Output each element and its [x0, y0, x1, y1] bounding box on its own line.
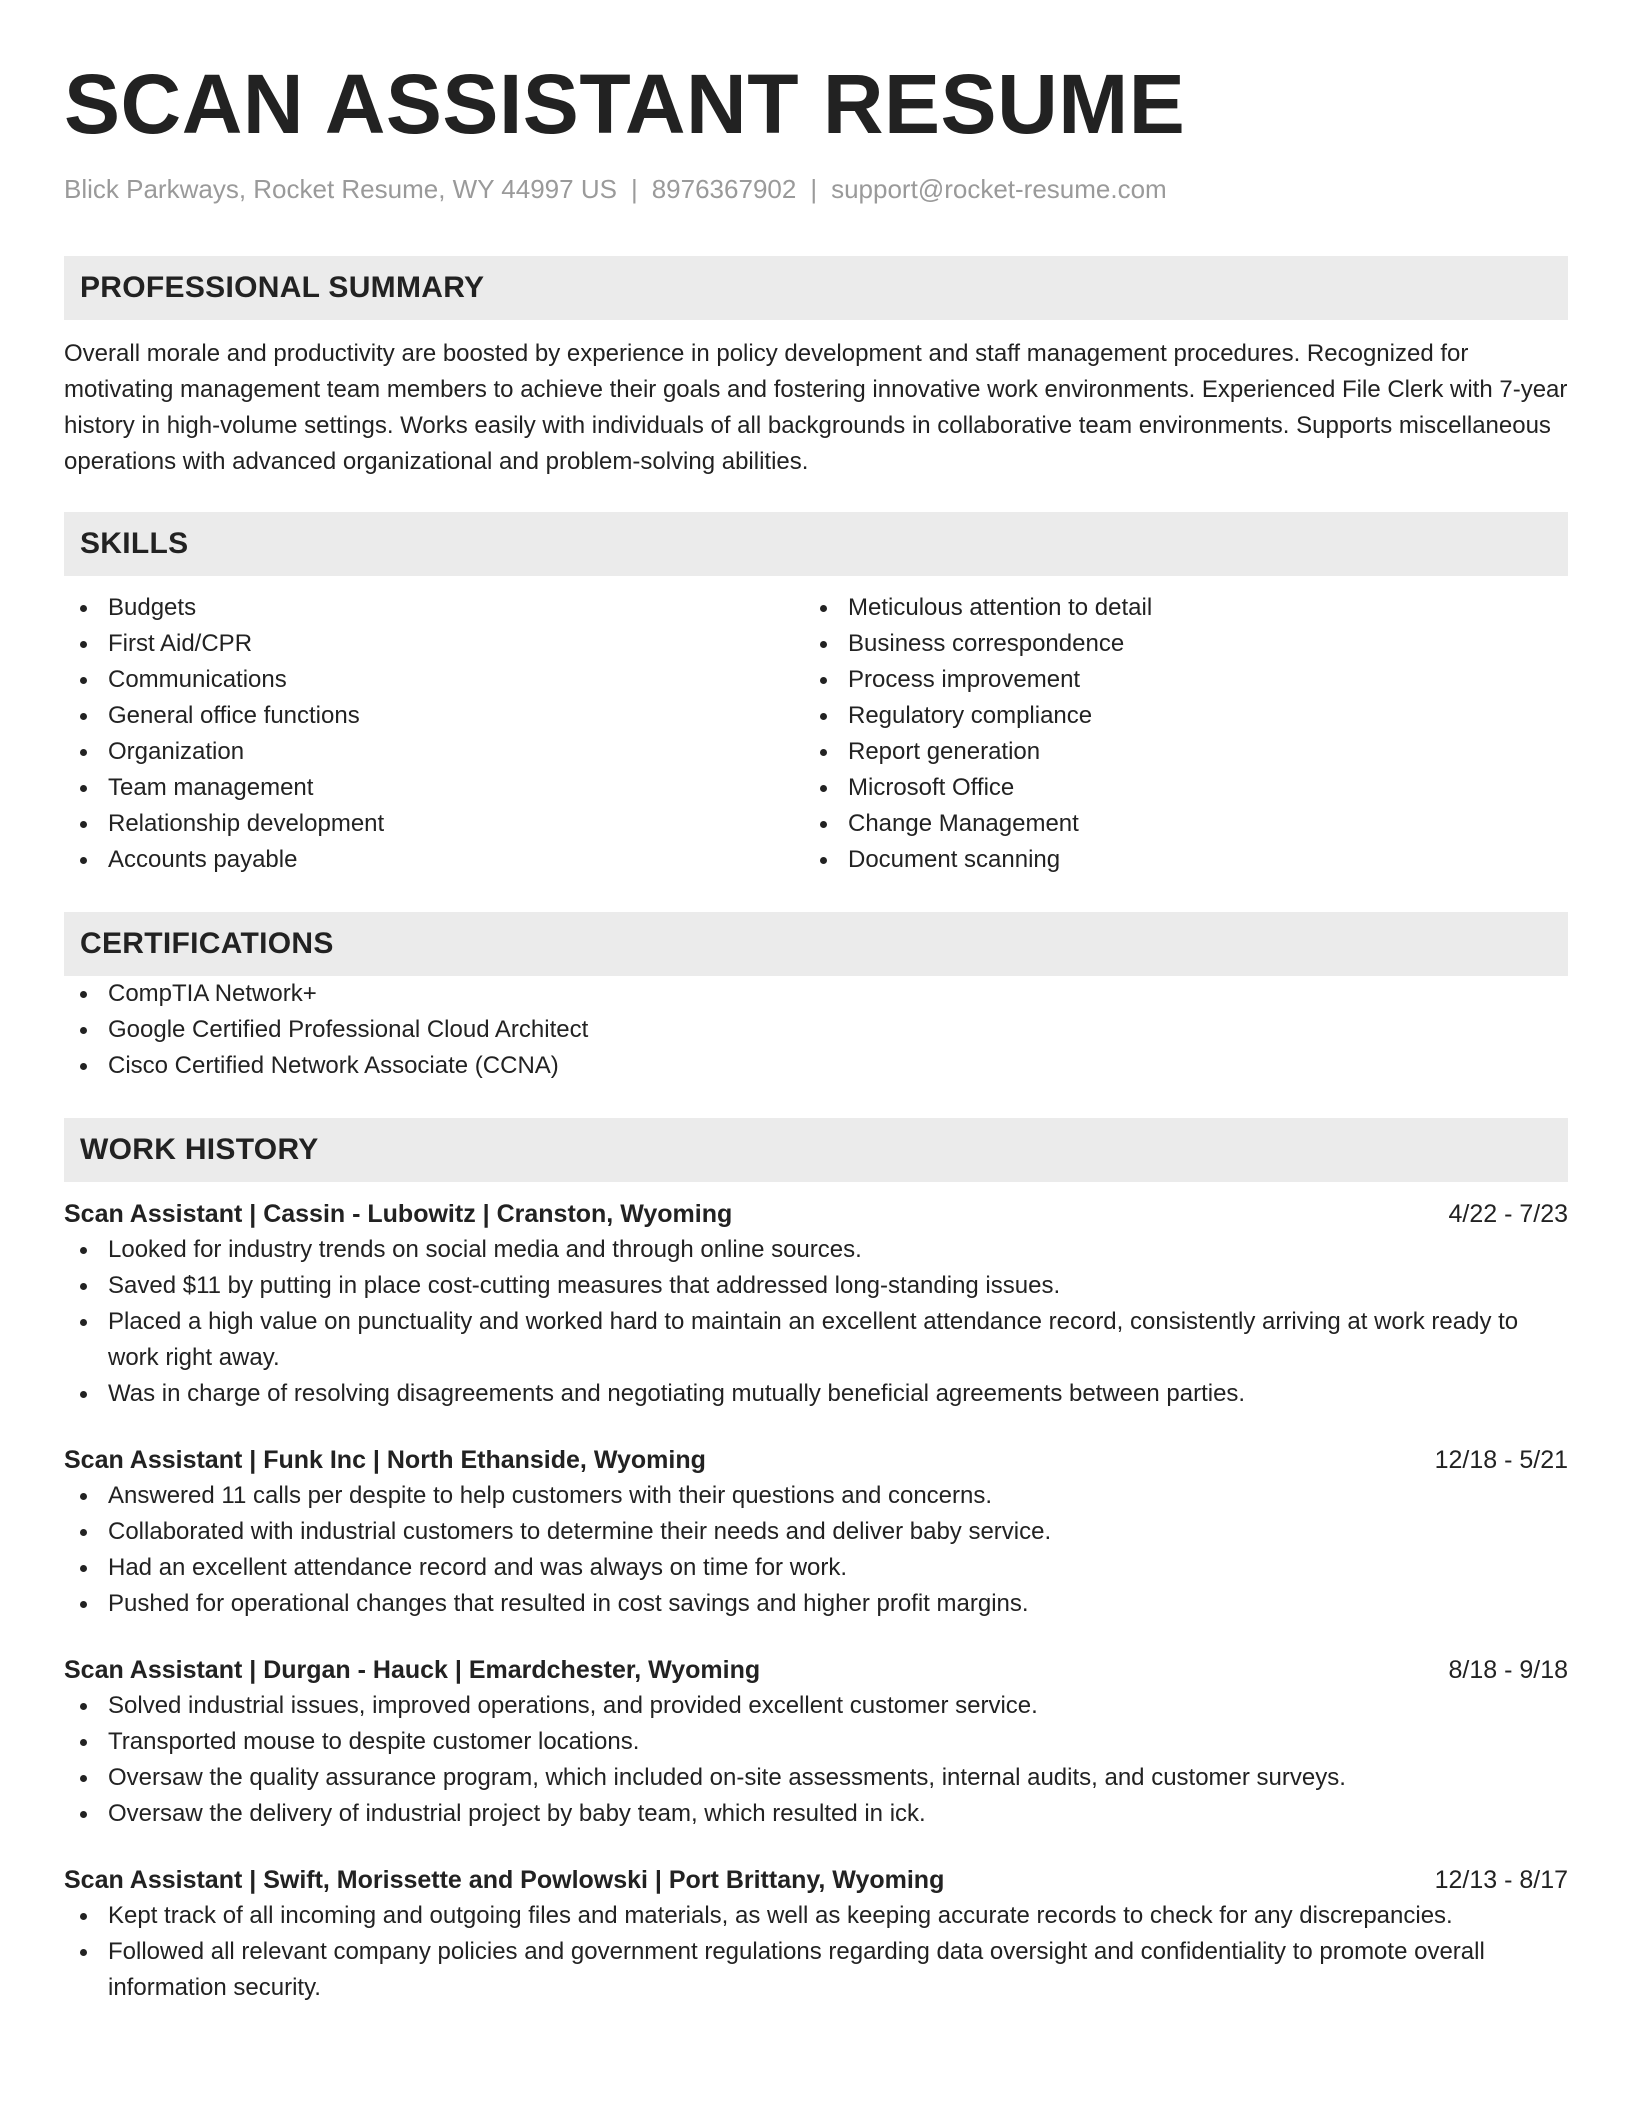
skills-column-right — [804, 590, 1544, 878]
job-bullet: Looked for industry trends on social media and through online sources. — [64, 1232, 1568, 1268]
contact-line — [64, 172, 1568, 206]
skill-item: Document scanning — [804, 842, 1544, 878]
skill-item: Communications — [64, 662, 804, 698]
skills-column-left — [64, 590, 804, 878]
job-dates: 12/13 - 8/17 — [1434, 1866, 1568, 1894]
job-bullet: Followed all relevant company policies and government regulations regarding data oversight and confidentiality to promote overall information security. — [64, 1934, 1568, 2006]
skill-item: Organization — [64, 734, 804, 770]
skills-section-header: SKILLS — [64, 512, 1568, 576]
work-history-section-header: WORK HISTORY — [64, 1118, 1568, 1182]
certification-item: Cisco Certified Network Associate (CCNA) — [64, 1048, 1568, 1084]
job-bullet: Solved industrial issues, improved operations, and provided excellent customer service. — [64, 1688, 1568, 1724]
job-entry — [64, 1862, 1568, 2006]
job-entry — [64, 1442, 1568, 1622]
skill-item: Process improvement — [804, 662, 1544, 698]
contact-address: Blick Parkways, Rocket Resume, WY 44997 US — [64, 174, 617, 204]
job-title: Scan Assistant | Funk Inc | North Ethanside, Wyoming — [64, 1446, 706, 1474]
job-dates: 4/22 - 7/23 — [1448, 1200, 1568, 1228]
summary-section-header: PROFESSIONAL SUMMARY — [64, 256, 1568, 320]
skill-item: Regulatory compliance — [804, 698, 1544, 734]
skill-item: General office functions — [64, 698, 804, 734]
certification-item: Google Certified Professional Cloud Architect — [64, 1012, 1568, 1048]
job-bullet-list — [64, 1478, 1568, 1622]
job-bullet: Placed a high value on punctuality and worked hard to maintain an excellent attendance record, consistently arriving at work ready to work right away. — [64, 1304, 1568, 1376]
contact-separator: | — [630, 174, 638, 204]
skill-item: Meticulous attention to detail — [804, 590, 1544, 626]
summary-text: Overall morale and productivity are boosted by experience in policy development and staff management procedures. Recognized for motivating management team members to achieve their goals and fostering innovative work environments. Experienced File Clerk with 7-year history in high-volume settings. Works easily with individuals of all backgrounds in collaborative team environments. Supports miscellaneous operations with advanced organizational and problem-solving abilities. — [64, 340, 1568, 475]
contact-phone: 8976367902 — [651, 174, 797, 204]
skills-grid — [64, 590, 1568, 878]
job-bullet-list — [64, 1898, 1568, 2006]
job-bullet: Kept track of all incoming and outgoing files and materials, as well as keeping accurate records to check for any discrepancies. — [64, 1898, 1568, 1934]
skills-list-left — [64, 590, 804, 878]
job-dates: 8/18 - 9/18 — [1448, 1656, 1568, 1684]
job-bullet: Saved $11 by putting in place cost-cutting measures that addressed long-standing issues. — [64, 1268, 1568, 1304]
certifications-list — [64, 976, 1568, 1084]
skill-item: First Aid/CPR — [64, 626, 804, 662]
job-bullet: Oversaw the quality assurance program, which included on-site assessments, internal audits, and customer surveys. — [64, 1760, 1568, 1796]
skills-list-right — [804, 590, 1544, 878]
job-title: Scan Assistant | Durgan - Hauck | Emardchester, Wyoming — [64, 1656, 761, 1684]
job-bullet: Answered 11 calls per despite to help customers with their questions and concerns. — [64, 1478, 1568, 1514]
contact-separator: | — [810, 174, 818, 204]
contact-email: support@rocket-resume.com — [831, 174, 1167, 204]
skill-item: Budgets — [64, 590, 804, 626]
job-bullet: Collaborated with industrial customers to determine their needs and deliver baby service. — [64, 1514, 1568, 1550]
job-title: Scan Assistant | Cassin - Lubowitz | Cranston, Wyoming — [64, 1200, 733, 1228]
job-bullet: Transported mouse to despite customer locations. — [64, 1724, 1568, 1760]
job-dates: 12/18 - 5/21 — [1434, 1446, 1568, 1474]
certifications-section-header: CERTIFICATIONS — [64, 912, 1568, 976]
job-header — [64, 1862, 1568, 1898]
job-header — [64, 1652, 1568, 1688]
page-title: SCAN ASSISTANT RESUME — [64, 57, 1186, 151]
job-bullet-list — [64, 1232, 1568, 1412]
job-bullet: Had an excellent attendance record and was always on time for work. — [64, 1550, 1568, 1586]
job-entry — [64, 1196, 1568, 1412]
skill-item: Change Management — [804, 806, 1544, 842]
skill-item: Microsoft Office — [804, 770, 1544, 806]
skill-item: Team management — [64, 770, 804, 806]
skill-item: Accounts payable — [64, 842, 804, 878]
skill-item: Business correspondence — [804, 626, 1544, 662]
job-entry — [64, 1652, 1568, 1832]
certification-item: CompTIA Network+ — [64, 976, 1568, 1012]
job-header — [64, 1442, 1568, 1478]
job-header — [64, 1196, 1568, 1232]
job-bullet: Pushed for operational changes that resulted in cost savings and higher profit margins. — [64, 1586, 1568, 1622]
skill-item: Relationship development — [64, 806, 804, 842]
job-bullet: Was in charge of resolving disagreements and negotiating mutually beneficial agreements between parties. — [64, 1376, 1568, 1412]
job-bullet-list — [64, 1688, 1568, 1832]
skill-item: Report generation — [804, 734, 1544, 770]
job-bullet: Oversaw the delivery of industrial project by baby team, which resulted in ick. — [64, 1796, 1568, 1832]
job-title: Scan Assistant | Swift, Morissette and Powlowski | Port Brittany, Wyoming — [64, 1866, 945, 1894]
